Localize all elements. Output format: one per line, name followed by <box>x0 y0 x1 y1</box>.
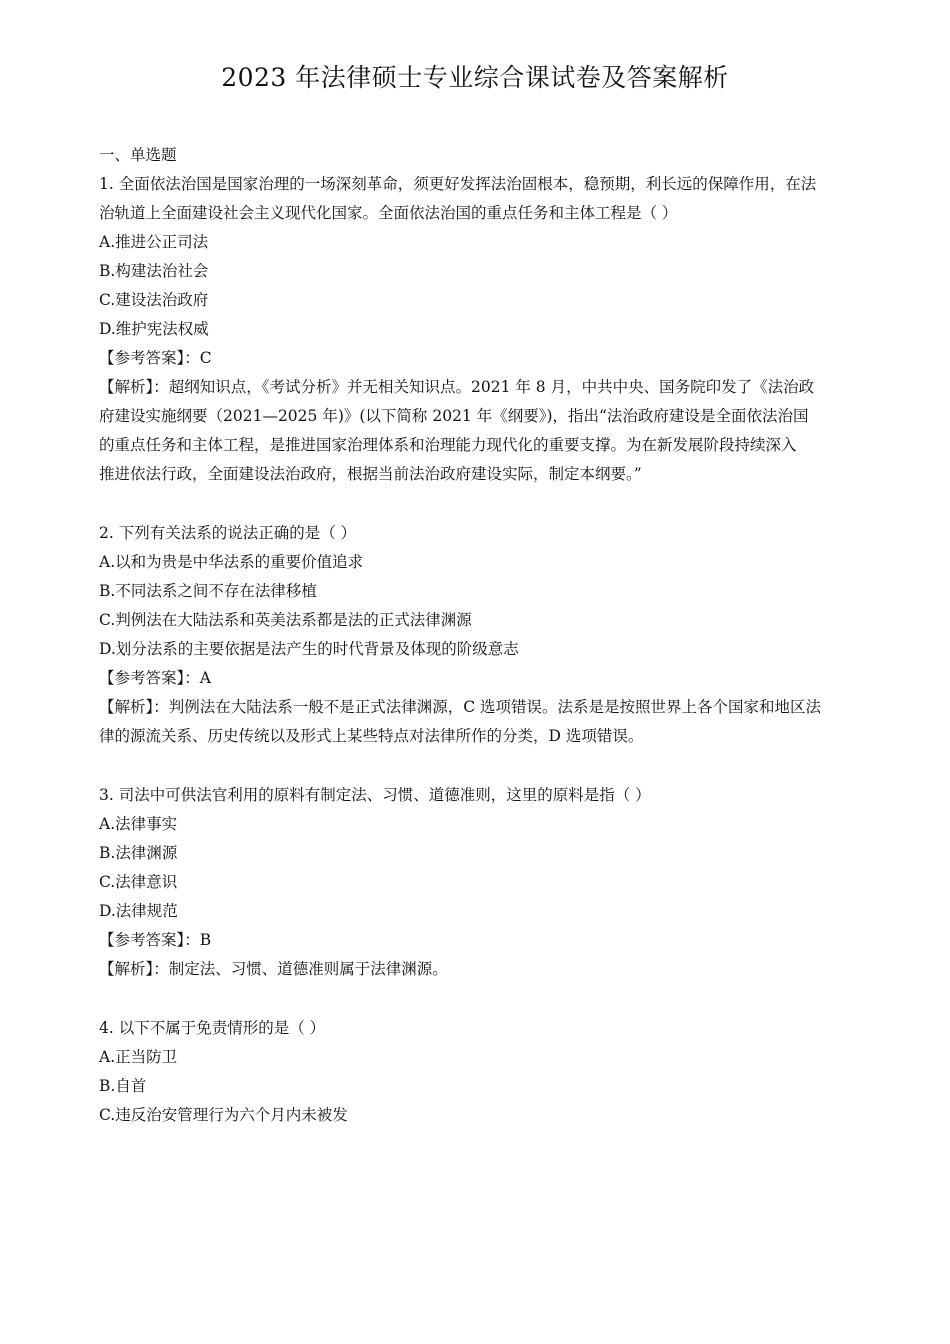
option-a: A.正当防卫 <box>99 1048 178 1066</box>
option-b: B.自首 <box>99 1077 147 1095</box>
option-b: B.不同法系之间不存在法律移植 <box>99 582 317 600</box>
analysis-line: 【解析】：制定法、习惯、道德准则属于法律渊源。 <box>99 960 448 978</box>
analysis-block <box>99 955 859 984</box>
analysis-line: 【解析】：超纲知识点，《考试分析》并无相关知识点。2021 年 8 月，中共中央、国务院印发了《法治政 <box>99 378 815 396</box>
page-title: 2023 年法律硕士专业综合课试卷及答案解析 <box>221 63 729 92</box>
analysis-line: 推进依法行政，全面建设法治政府，根据当前法治政府建设实际，制定本纲要。” <box>99 465 642 483</box>
question-stem-line: 治轨道上全面建设社会主义现代化国家。全面依法治国的重点任务和主体工程是（ ） <box>99 204 678 222</box>
reference-answer: 【参考答案】：B <box>99 931 212 949</box>
option-b: B.法律渊源 <box>99 844 178 862</box>
option-a: A.以和为贵是中华法系的重要价值追求 <box>99 553 364 571</box>
document-body <box>99 141 859 1130</box>
section-heading: 一、单选题 <box>99 146 177 164</box>
reference-answer: 【参考答案】：C <box>99 349 212 367</box>
option-a: A.法律事实 <box>99 815 178 833</box>
question-stem-line: 4. 以下不属于免责情形的是（ ） <box>99 1019 326 1037</box>
question-3 <box>99 781 859 984</box>
reference-answer: 【参考答案】：A <box>99 669 211 687</box>
question-stem-line: 3. 司法中可供法官利用的原料有制定法、习惯、道德准则，这里的原料是指（ ） <box>99 786 651 804</box>
question-1 <box>99 170 859 489</box>
option-c: C.判例法在大陆法系和英美法系都是法的正式法律渊源 <box>99 611 472 629</box>
question-4 <box>99 1014 859 1130</box>
analysis-line: 【解析】：判例法在大陆法系一般不是正式法律渊源，C 选项错误。法系是是按照世界上各个国家和地区法 <box>99 698 822 716</box>
question-stem-line: 1. 全面依法治国是国家治理的一场深刻革命，须更好发挥法治固根本，稳预期，利长远的保障作用，在法 <box>99 175 817 193</box>
question-stem-line: 2. 下列有关法系的说法正确的是（ ） <box>99 524 357 542</box>
analysis-line: 律的源流关系、历史传统以及形式上某些特点对法律所作的分类，D 选项错误。 <box>99 727 644 745</box>
analysis-block <box>99 373 859 489</box>
analysis-line: 的重点任务和主体工程，是推进国家治理体系和治理能力现代化的重要支撑。为在新发展阶段持续深入 <box>99 436 797 454</box>
analysis-line: 府建设实施纲要（2021—2025 年)》(以下简称 2021 年《纲要》)，指出“法治政府建设是全面依法治国 <box>99 407 809 425</box>
option-d: D.法律规范 <box>99 902 178 920</box>
option-c: C.建设法治政府 <box>99 291 209 309</box>
option-c: C.违反治安管理行为六个月内未被发 <box>99 1106 348 1124</box>
option-d: D.维护宪法权威 <box>99 320 209 338</box>
option-a: A.推进公正司法 <box>99 233 209 251</box>
option-c: C.法律意识 <box>99 873 178 891</box>
analysis-block <box>99 693 859 751</box>
question-2 <box>99 519 859 751</box>
option-b: B.构建法治社会 <box>99 262 209 280</box>
option-d: D.划分法系的主要依据是法产生的时代背景及体现的阶级意志 <box>99 640 519 658</box>
